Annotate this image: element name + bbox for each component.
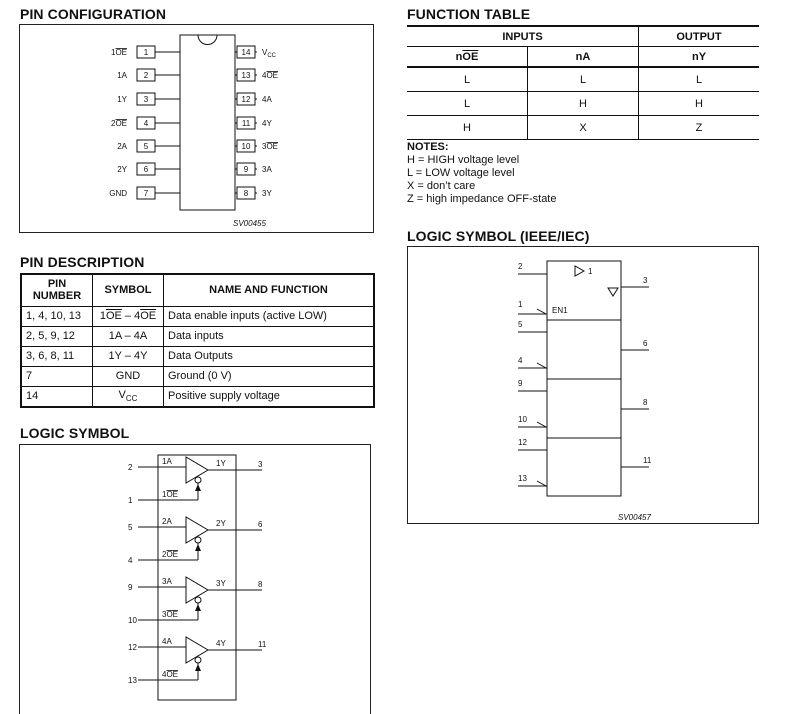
enable-label: 3OE — [162, 610, 179, 619]
pin-label: 4Y — [262, 119, 272, 128]
enable-triangle — [537, 422, 546, 427]
input-pin-number: 5 — [128, 523, 133, 532]
output-label: 2Y — [216, 519, 226, 528]
pin-number: 2 — [143, 71, 149, 80]
pin-label: 3Y — [262, 189, 272, 198]
pin-numbers: 7 — [21, 366, 93, 386]
pin-number: 1 — [518, 300, 523, 309]
enable-pin-number: 13 — [128, 676, 137, 685]
input-label: 1A — [162, 457, 172, 466]
three-state-glyph — [608, 288, 618, 296]
symbol-cell: 1Y – 4Y — [93, 346, 164, 366]
input-pin-number: 9 — [128, 583, 133, 592]
ic-package — [180, 35, 235, 210]
pin-description-table — [20, 273, 375, 408]
input-label: 3A — [162, 577, 172, 586]
output-pin-number: 6 — [258, 520, 263, 529]
ieee-symbol-box — [407, 246, 759, 524]
pin-number: 5 — [518, 320, 523, 329]
table-cell: L — [639, 67, 760, 92]
enable-pin-number: 10 — [128, 616, 137, 625]
inversion-bubble — [195, 537, 201, 543]
pin-config-code: SV00455 — [233, 219, 266, 228]
pin-configuration-diagram — [20, 25, 373, 232]
function-cell: Ground (0 V) — [164, 366, 375, 386]
pin-number: 8 — [243, 189, 249, 198]
table-cell: L — [407, 67, 528, 92]
notes — [407, 141, 556, 206]
table-row — [407, 92, 759, 116]
output-pin-number: 3 — [258, 460, 263, 469]
enable-label: 2OE — [162, 550, 179, 559]
table-row — [407, 67, 759, 92]
pin-number: 6 — [643, 339, 648, 348]
symbol-cell: $1\overline{OE} - 4\overline{OE}$ — [93, 306, 164, 326]
function-table — [407, 25, 759, 140]
pin-number: 9 — [243, 165, 249, 174]
buffer-glyph — [575, 266, 584, 276]
pin-label: 1OE — [110, 48, 127, 57]
table-cell: H — [528, 92, 639, 116]
enable-arrow — [195, 484, 201, 491]
pin-number: 11 — [643, 456, 652, 465]
enable-arrow — [195, 664, 201, 671]
pin-label: 3OE — [262, 142, 279, 151]
pin-label: 2OE — [110, 119, 127, 128]
table-row — [21, 306, 374, 326]
table-row — [21, 386, 374, 407]
input-pin-number: 12 — [128, 643, 137, 652]
table-cell: Z — [639, 116, 760, 140]
pin-number: 4 — [143, 119, 149, 128]
pin-number: 9 — [518, 379, 523, 388]
table-row — [21, 346, 374, 366]
notes-title: NOTES: — [407, 141, 449, 153]
input-label: 4A — [162, 637, 172, 646]
pin-label: $V_{CC}$ — [262, 48, 277, 59]
pin-number: 1 — [143, 48, 149, 57]
pin-label: 1A — [117, 71, 127, 80]
pin-number: 4 — [518, 356, 523, 365]
table-cell: H — [639, 92, 760, 116]
pin-number: 12 — [241, 95, 251, 104]
pin-number: 2 — [518, 262, 523, 271]
pin-number: 13 — [241, 71, 251, 80]
pin-label: 4A — [262, 95, 272, 104]
inversion-bubble — [195, 657, 201, 663]
pin-numbers: 14 — [21, 386, 93, 407]
table-cell: L — [407, 92, 528, 116]
table-cell: X — [528, 116, 639, 140]
output-pin-number: 11 — [258, 640, 267, 649]
function-cell: Data Outputs — [164, 346, 375, 366]
output-label: 3Y — [216, 579, 226, 588]
pin-label: 4OE — [262, 71, 279, 80]
ny-column-header: nY — [639, 47, 760, 68]
pin-description-title: PIN DESCRIPTION — [20, 254, 145, 270]
function-cell: Data inputs — [164, 326, 375, 346]
pin-number: 12 — [518, 438, 527, 447]
pin-number: 13 — [518, 474, 527, 483]
ieee-symbol-diagram — [408, 247, 758, 523]
enable-label: EN1 — [552, 306, 568, 315]
output-pin-number: 8 — [258, 580, 263, 589]
enable-triangle — [537, 481, 546, 486]
function-cell: Positive supply voltage — [164, 386, 375, 407]
enable-arrow — [195, 544, 201, 551]
table-row — [21, 326, 374, 346]
output-label: 1Y — [216, 459, 226, 468]
pin-label: GND — [109, 189, 127, 198]
pin-label: 2Y — [117, 165, 127, 174]
pin-number: 10 — [518, 415, 527, 424]
symbol-cell: 1A – 4A — [93, 326, 164, 346]
pin-number: 14 — [241, 48, 251, 57]
input-label: 2A — [162, 517, 172, 526]
ieee-symbol-title: LOGIC SYMBOL (IEEE/IEC) — [407, 228, 590, 244]
note-line: L = LOW voltage level — [407, 167, 515, 179]
enable-triangle — [537, 309, 546, 314]
pin-number: 3 — [643, 276, 648, 285]
pin-numbers: 1, 4, 10, 13 — [21, 306, 93, 326]
buffer-label: 1 — [588, 267, 593, 276]
enable-label: 4OE — [162, 670, 179, 679]
symbol-cell: GND — [93, 366, 164, 386]
table-row — [407, 116, 759, 140]
pin-configuration-box — [19, 24, 374, 233]
function-table-title: FUNCTION TABLE — [407, 6, 531, 22]
ieee-code: SV00457 — [618, 513, 651, 522]
function-cell: Data enable inputs (active LOW) — [164, 306, 375, 326]
enable-triangle — [537, 363, 546, 368]
output-group-header: OUTPUT — [639, 26, 760, 47]
na-column-header: nA — [528, 47, 639, 68]
pin-numbers: 3, 6, 8, 11 — [21, 346, 93, 366]
pin-number: 3 — [143, 95, 149, 104]
pin-label: 3A — [262, 165, 272, 174]
inputs-group-header: INPUTS — [407, 26, 639, 47]
pin-number-header: PIN NUMBER — [21, 274, 93, 306]
enable-pin-number: 1 — [128, 496, 133, 505]
table-cell: L — [528, 67, 639, 92]
pin-number: 5 — [143, 142, 149, 151]
noe-column-header: $n\overline{OE}$ — [407, 47, 528, 68]
note-line: Z = high impedance OFF-state — [407, 193, 557, 205]
inversion-bubble — [195, 477, 201, 483]
name-function-header: NAME AND FUNCTION — [164, 274, 375, 306]
pin-configuration-title: PIN CONFIGURATION — [20, 6, 167, 22]
logic-symbol-title: LOGIC SYMBOL — [20, 425, 130, 441]
inversion-bubble — [195, 597, 201, 603]
pin-number: 7 — [143, 189, 149, 198]
pin-label: 1Y — [117, 95, 127, 104]
enable-label: 1OE — [162, 490, 179, 499]
enable-pin-number: 4 — [128, 556, 133, 565]
output-label: 4Y — [216, 639, 226, 648]
logic-symbol-diagram — [20, 445, 370, 711]
pin-numbers: 2, 5, 9, 12 — [21, 326, 93, 346]
note-line: H = HIGH voltage level — [407, 154, 520, 166]
pin-number: 8 — [643, 398, 648, 407]
table-row — [21, 366, 374, 386]
pin-number: 10 — [241, 142, 251, 151]
symbol-header: SYMBOL — [93, 274, 164, 306]
pin-number: 6 — [143, 165, 149, 174]
table-cell: H — [407, 116, 528, 140]
symbol-cell: $V_{CC}$ — [93, 386, 164, 407]
pin-label: 2A — [117, 142, 127, 151]
logic-symbol-box — [19, 444, 371, 714]
note-line: X = don’t care — [407, 180, 476, 192]
input-pin-number: 2 — [128, 463, 133, 472]
enable-arrow — [195, 604, 201, 611]
ic-notch — [198, 35, 217, 45]
pin-number: 11 — [241, 119, 251, 128]
